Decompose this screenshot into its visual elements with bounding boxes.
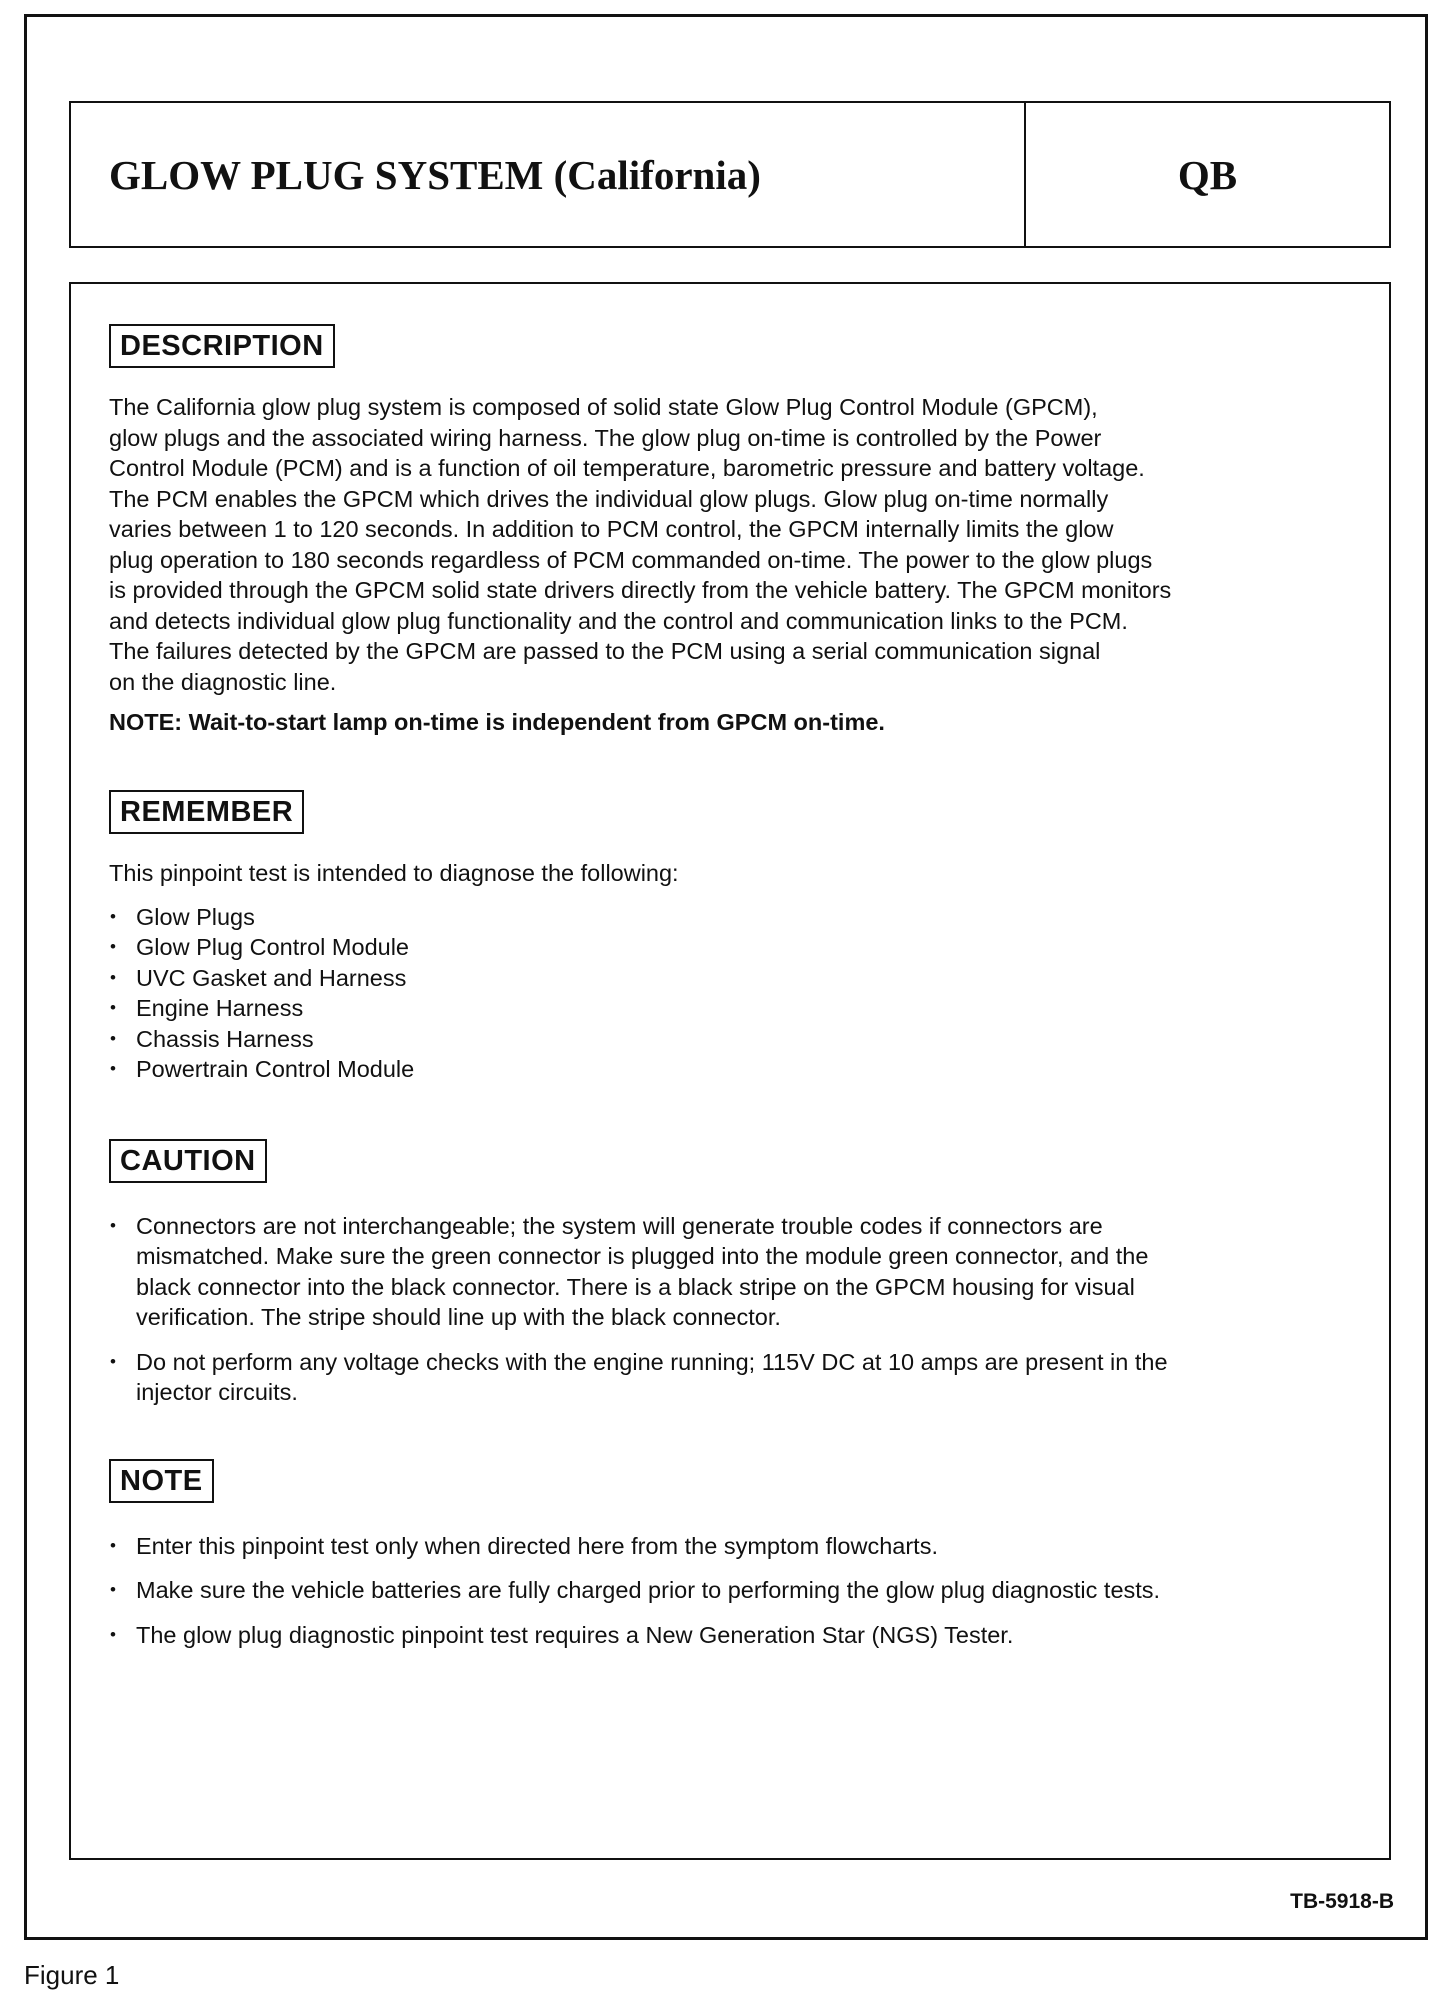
content-panel [69,282,1391,1860]
list-item: • Chassis Harness [109,1024,1351,1055]
description-line: varies between 1 to 120 seconds. In addition to PCM control, the GPCM internally limits the glow [109,516,1114,542]
list-item [109,1347,1351,1408]
title-block [69,101,1391,248]
description-line: Control Module (PCM) and is a function of oil temperature, barometric pressure and battery voltage. [109,455,1145,481]
list-item: • Enter this pinpoint test only when directed here from the symptom flowcharts. [109,1531,1351,1562]
section-code: QB [1177,151,1238,198]
caution-line: mismatched. Make sure the green connector is plugged into the module green connector, and the [136,1243,1149,1269]
list-item: • UVC Gasket and Harness [109,963,1351,994]
description-line: on the diagnostic line. [109,668,337,695]
remember-heading: REMEMBER [109,790,304,834]
figure-caption: Figure 1 [24,1960,120,1990]
list-item: • Engine Harness [109,993,1351,1024]
description-line: plug operation to 180 seconds regardless of PCM commanded on-time. The power to the glow plugs [109,546,1153,573]
caution-line: injector circuits. [136,1379,298,1405]
caution-heading: CAUTION [109,1139,267,1183]
caution-list [109,1211,1351,1408]
caution-section [109,1139,1351,1408]
document-code: TB-5918-B [1290,1890,1394,1913]
list-item: • Make sure the vehicle batteries are fully charged prior to performing the glow plug diagnostic tests. [109,1575,1351,1606]
description-line: is provided through the GPCM solid state drivers directly from the vehicle battery. The GPCM monitors [109,577,1172,603]
description-section [109,324,1351,737]
caution-line: • Connectors are not interchangeable; the system will generate trouble codes if connectors are [136,1212,1103,1239]
note-heading: NOTE [109,1459,214,1503]
description-line: The failures detected by the GPCM are passed to the PCM using a serial communication signal [109,638,1101,664]
description-text [109,392,1351,697]
remember-list [109,902,1351,1085]
description-line: glow plugs and the associated wiring harness. The glow plug on-time is controlled by the Power [109,424,1102,451]
caution-line: verification. The stripe should line up with the black connector. [136,1304,781,1330]
list-item [109,1211,1351,1333]
note-list [109,1531,1351,1651]
list-item: • Glow Plugs [109,902,1351,933]
list-item: • Powertrain Control Module [109,1054,1351,1085]
note-section [109,1459,1351,1651]
description-line: The California glow plug system is composed of solid state Glow Plug Control Module (GPCM), [109,394,1098,420]
caution-line: black connector into the black connector. There is a black stripe on the GPCM housing for visual [136,1273,1135,1300]
remember-intro: This pinpoint test is intended to diagnose the following: [109,860,679,886]
description-note: NOTE: Wait-to-start lamp on-time is independent from GPCM on-time. [109,709,885,735]
list-item: • Glow Plug Control Module [109,932,1351,963]
description-line: The PCM enables the GPCM which drives the individual glow plugs. Glow plug on-time normally [109,485,1109,512]
caution-line: • Do not perform any voltage checks with the engine running; 115V DC at 10 amps are present in the [136,1348,1168,1375]
list-item: • The glow plug diagnostic pinpoint test requires a New Generation Star (NGS) Tester. [109,1620,1351,1651]
remember-section [109,790,1351,1085]
description-heading: DESCRIPTION [109,324,335,368]
page-title: GLOW PLUG SYSTEM (California) [71,103,1026,246]
description-line: and detects individual glow plug functionality and the control and communication links to the PCM. [109,607,1128,634]
